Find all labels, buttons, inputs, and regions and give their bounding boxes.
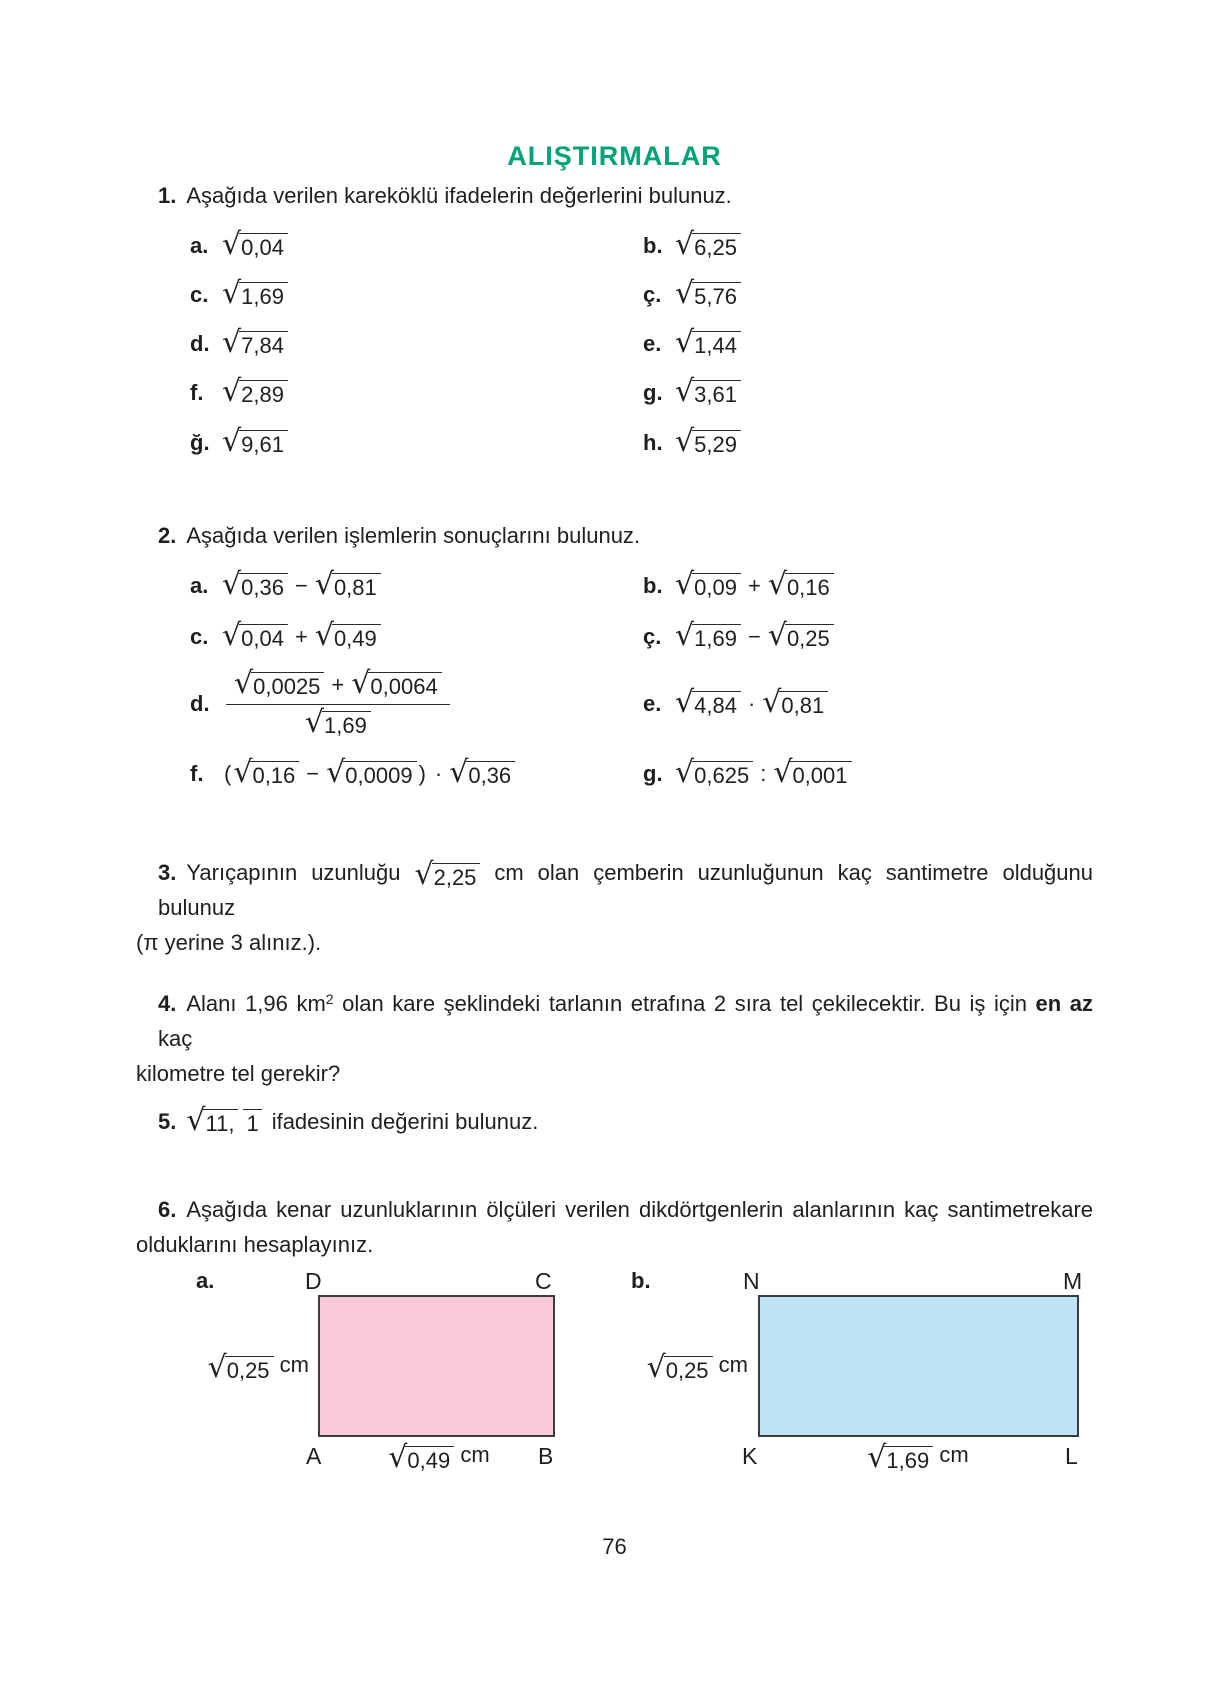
exercise-3-line-2: (π yerine 3 alınız.). [136,930,322,955]
bottom-length-label-b [838,1440,998,1475]
exercise-4-paragraph [136,982,1093,1091]
radicand: 1,69 [322,711,371,737]
sqrt-expression [186,1103,261,1138]
operator: − [306,761,320,786]
exercise-1-item-b [643,226,741,262]
exercise-1-item-e [643,325,741,361]
side-length-label-b [598,1350,748,1385]
sqrt-expression [304,704,371,740]
item-label: b. [643,232,663,258]
exercise-4-line-1 [136,982,1093,1056]
radical-sign: √ [675,567,695,602]
page-number: 76 [602,1534,627,1559]
exercise-4-text-1: Alanı 1,96 km [186,991,326,1016]
radicand: 1,69 [692,624,741,650]
radicand: 0,25 [225,1356,274,1382]
radical-sign: √ [675,325,695,361]
sqrt-expression [762,685,828,720]
item-label: g. [643,380,663,406]
radical-sign: √ [449,755,469,790]
radical-sign: √ [222,374,242,410]
exercise-4-text-3: kaç [158,1026,193,1051]
sqrt-expression [222,275,288,311]
sqrt-expression [767,618,834,653]
radical-sign: √ [222,618,242,653]
operator: − [294,573,308,598]
radical-sign: √ [414,857,434,892]
item-label: f. [190,761,204,786]
radical-sign: √ [675,423,695,459]
sqrt-expression [222,325,288,361]
radicand: 0,36 [466,761,515,787]
sqrt-expression [222,618,288,653]
sqrt-expression [388,1440,454,1475]
unit-label: cm [939,1442,969,1467]
exercise-2-item-cc [643,618,834,653]
radical-sign: √ [773,755,793,790]
corner-label-k: K [742,1443,758,1469]
exercise-2-item-f [190,755,643,790]
exercise-3-number: 3. [158,860,177,885]
exercise-4-number: 4. [158,991,177,1016]
exercise-6-paragraph [136,1192,1093,1262]
item-label: d. [190,331,210,357]
operator: : [760,761,767,786]
exercise-2-item-c [190,618,643,653]
radical-sign: √ [222,226,242,262]
radical-sign: √ [233,755,253,790]
radicand: 0,001 [790,761,851,787]
item-label: c. [190,624,209,649]
radicand: 7,84 [239,331,288,357]
exercise-2-item-d [190,665,643,740]
fraction-numerator [226,665,450,705]
exercise-1-number: 1. [158,183,177,208]
exercise-1-item-gg [190,423,643,459]
radicand: 0,0025 [251,672,324,698]
sqrt-expression [675,325,741,361]
radical-sign: √ [767,618,787,653]
radical-sign: √ [675,226,695,262]
exercise-5-number: 5. [158,1109,177,1134]
unit-label: cm [279,1352,309,1377]
fraction-denominator [304,704,371,740]
exercise-1-items [190,221,1090,467]
exercise-1-item-c [190,275,643,311]
radicand: 0,49 [332,624,381,650]
sqrt-expression [449,755,515,790]
radical-sign: √ [646,1350,666,1385]
radical-sign: √ [207,1350,227,1385]
item-label: a. [190,232,209,258]
radicand: 5,29 [692,430,741,456]
operator: · [747,691,756,716]
operator: + [747,573,761,598]
corner-label-n: N [743,1268,760,1294]
radical-sign: √ [675,275,695,311]
item-label: e. [643,331,662,357]
sqrt-expression [675,275,741,311]
sqrt-expression [222,374,288,410]
sqrt-expression [675,685,741,720]
sqrt-expression [233,755,299,790]
corner-label-c: C [535,1268,552,1294]
corner-label-l: L [1065,1443,1078,1469]
radicand: 2,25 [432,863,481,889]
exercise-1-item-cc [643,275,741,311]
side-length-label-a [159,1350,309,1385]
exercise-2-item-e [643,685,828,720]
sqrt-expression [314,618,381,653]
radicand: 0,04 [239,233,288,259]
item-label: f. [190,380,204,406]
item-label: g. [643,761,663,786]
radical-sign: √ [222,325,242,361]
unit-label: cm [718,1352,748,1377]
exercise-2-prompt: Aşağıda verilen işlemlerin sonuçlarını bulunuz. [186,523,641,548]
exercise-1-item-h [643,423,741,459]
radicand: 1,69 [884,1446,933,1472]
radicand: 0,25 [664,1356,713,1382]
repeating-digit: 1 [243,1109,261,1135]
exercise-2-number: 2. [158,523,177,548]
close-paren: ) [418,761,426,786]
open-paren: ( [224,761,232,786]
radicand: 1,44 [692,331,741,357]
sqrt-expression [351,665,441,701]
radicand: 0,36 [239,573,288,599]
radical-sign: √ [222,423,242,459]
corner-label-b: B [538,1443,554,1469]
radical-sign: √ [326,755,346,790]
item-label: ğ. [190,429,210,455]
rectangle-klmn [758,1295,1079,1437]
sqrt-expression [646,1350,713,1385]
radicand: 2,89 [239,380,288,406]
radical-sign: √ [675,374,695,410]
operator: + [331,671,345,697]
diagram-b-label: b. [631,1268,651,1293]
radicand: 0,625 [692,761,753,787]
exercise-1-item-g [643,374,741,410]
radicand: 0,0064 [368,672,441,698]
radicand: 0,09 [692,573,741,599]
fraction [226,665,450,740]
exercise-6-diagrams [136,1260,1093,1490]
radicand: 1,69 [239,282,288,308]
radical-sign: √ [314,618,334,653]
exercise-3-text-after: cm olan çemberin uzunluğunun kaç santimetre olduğunu bulunuz [158,860,1094,920]
diagram-a-label: a. [196,1268,215,1293]
superscript: 2 [325,991,334,1007]
sqrt-expression [767,567,834,602]
item-label: e. [643,691,662,716]
radical-sign: √ [388,1440,408,1475]
exercise-1-heading [136,182,1093,210]
item-label: ç. [643,281,662,307]
sqrt-expression [326,755,416,790]
radicand: 0,81 [332,573,381,599]
radical-sign: √ [867,1440,887,1475]
radical-sign: √ [351,665,371,701]
sqrt-expression [234,665,324,701]
radical-sign: √ [767,567,787,602]
exercise-2-row-4 [190,754,1090,794]
unit-label: cm [460,1442,490,1467]
sqrt-expression [207,1350,274,1385]
exercise-3-line-1 [136,855,1093,925]
exercise-1-item-f [190,374,643,410]
radicand: 4,84 [692,691,741,717]
radical-sign: √ [675,685,695,720]
exercise-5-text: ifadesinin değerini bulunuz. [271,1109,539,1134]
sqrt-expression [773,755,851,790]
exercise-3-text-before: Yarıçapının uzunluğu [186,860,401,885]
operator: · [434,761,443,786]
exercise-6-prompt-line-2: olduklarını hesaplayınız. [136,1232,374,1257]
radical-sign: √ [186,1103,206,1138]
sqrt-expression [222,567,288,602]
corner-label-m: M [1063,1268,1083,1294]
radical-sign: √ [762,685,782,720]
radicand: 5,76 [692,282,741,308]
item-label: d. [190,691,210,716]
corner-label-d: D [305,1268,322,1294]
sqrt-expression [314,567,381,602]
exercise-6-line-1 [136,1192,1093,1227]
operator: + [294,624,308,649]
exercise-6-number: 6. [158,1197,177,1222]
exercise-6-prompt-line-1: Aşağıda kenar uzunluklarının ölçüleri verilen dikdörtgenlerin alanlarının kaç santimetrekare [186,1197,1093,1222]
radicand: 9,61 [239,430,288,456]
operator: − [747,624,761,649]
exercise-3-paragraph [136,855,1093,960]
radical-sign: √ [222,567,242,602]
exercise-2-row-2 [190,617,1090,657]
radicand: 0,25 [785,624,834,650]
exercise-1-item-a [190,226,643,262]
radical-sign: √ [222,275,242,311]
page-title: ALIŞTIRMALAR [507,141,722,171]
item-label: h. [643,429,663,455]
sqrt-expression [675,226,741,262]
exercise-2-heading [136,522,1093,550]
sqrt-expression [414,857,480,892]
item-label: c. [190,281,209,307]
radicand: 6,25 [692,233,741,259]
radicand: 11, [203,1109,238,1135]
item-label: ç. [643,624,662,649]
sqrt-expression [222,423,288,459]
radical-sign: √ [314,567,334,602]
radicand: 0,81 [779,691,828,717]
item-label: b. [643,573,663,598]
radical-sign: √ [234,665,254,701]
exercise-5-line [136,1100,1093,1144]
sqrt-expression [222,226,288,262]
exercise-4-text-2: olan kare şeklindeki tarlanın etrafına 2 sıra tel çekilecektir. Bu iş için [333,991,1036,1016]
exercise-2-item-b [643,567,834,602]
sqrt-expression [867,1440,933,1475]
sqrt-expression [675,755,753,790]
sqrt-expression [675,618,741,653]
radical-sign: √ [675,755,695,790]
radical-sign: √ [675,618,695,653]
exercise-2-row-3 [190,656,1090,752]
exercise-2-item-a [190,567,643,602]
exercise-2-row-1 [190,566,1090,606]
rectangle-abcd [318,1295,555,1437]
radicand: 0,0009 [343,761,416,787]
radicand: 3,61 [692,380,741,406]
exercise-4-line-2: kilometre tel gerekir? [136,1061,341,1086]
item-label: a. [190,573,209,598]
corner-label-a: A [306,1443,322,1469]
sqrt-expression [675,374,741,410]
exercise-4-bold-text: en az [1035,991,1093,1016]
radicand: 0,49 [405,1446,454,1472]
sqrt-expression [675,423,741,459]
radical-sign: √ [304,704,324,740]
sqrt-expression [675,567,741,602]
radicand: 0,04 [239,624,288,650]
exercise-2-item-g [643,755,852,790]
radicand: 0,16 [250,761,299,787]
bottom-length-label-a [359,1440,519,1475]
exercise-1-prompt: Aşağıda verilen kareköklü ifadelerin değerlerini bulunuz. [186,183,732,208]
radicand: 0,16 [785,573,834,599]
exercise-1-item-d [190,325,643,361]
